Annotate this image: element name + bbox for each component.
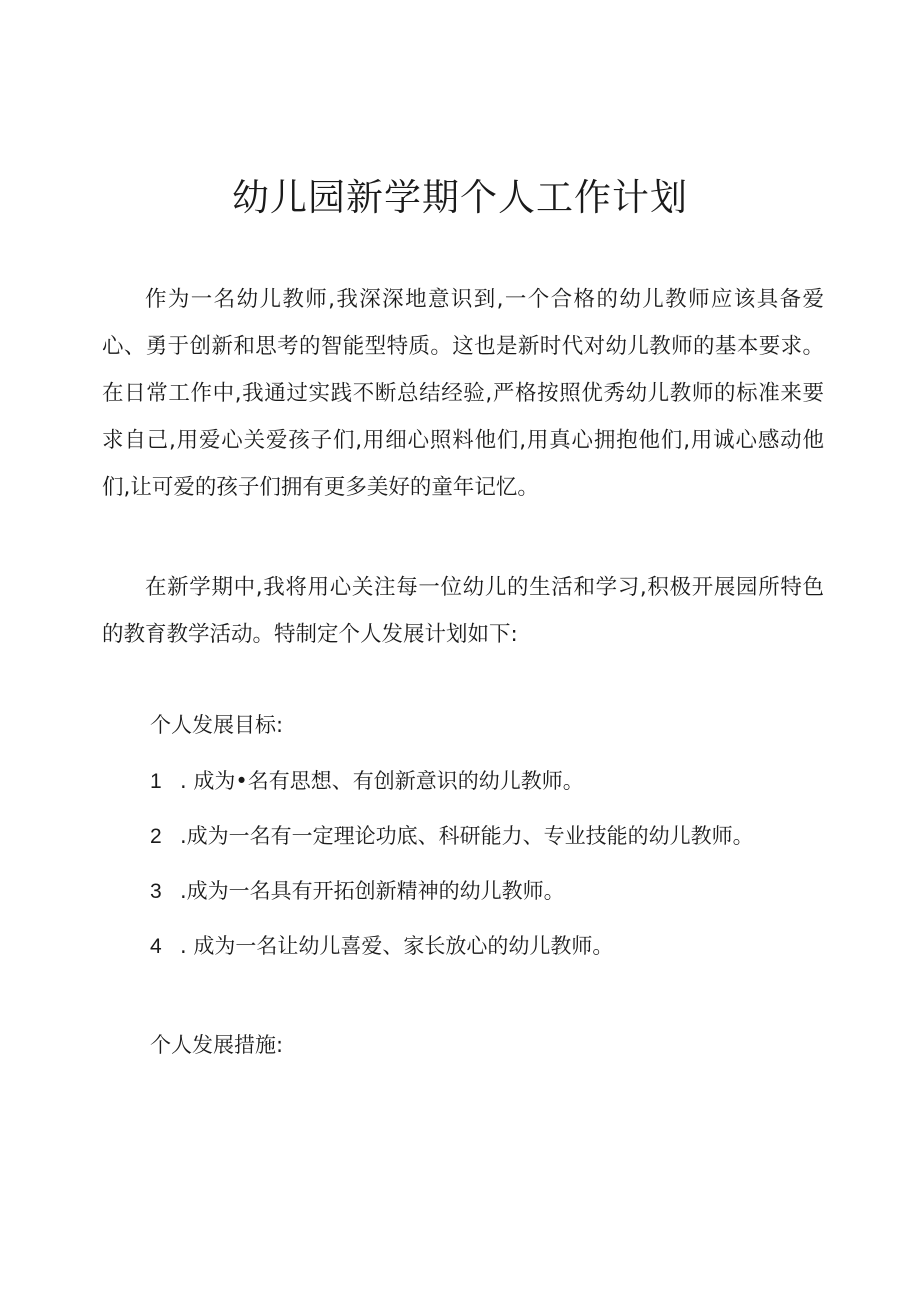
measures-heading: 个人发展措施: (150, 1033, 284, 1057)
goals-heading: 个人发展目标: (150, 713, 284, 737)
intro-paragraph: 作为一名幼儿教师,我深深地意识到,一个合格的幼儿教师应该具备爱心、勇于创新和思考的智能型特质。这也是新时代对幼儿教师的基本要求。在日常工作中,我通过实践不断总结经验,严格按照优秀幼儿教师的标准来要求自己,用爱心关爱孩子们,用细心照料他们,用真心拥抱他们,用诚心感动他们,让可爱的孩子们拥有更多美好的童年记忆。 (102, 287, 824, 500)
plan-paragraph: 在新学期中,我将用心关注每一位幼儿的生活和学习,积极开展园所特色的教育教学活动。特制定个人发展计划如下: (102, 575, 824, 647)
goal-text: .成为一名具有开拓创新精神的幼儿教师。 (180, 879, 565, 903)
goal-item (150, 931, 613, 962)
goal-text: . 成为•名有思想、有创新意识的幼儿教师。 (180, 769, 584, 793)
goal-text: . 成为一名让幼儿喜爱、家长放心的幼儿教师。 (180, 934, 614, 958)
goal-number: 3 (150, 880, 162, 903)
goal-number: 4 (150, 935, 162, 958)
goal-number: 1 (150, 770, 162, 793)
goal-number: 2 (150, 825, 162, 848)
goal-item (150, 876, 565, 907)
goal-item (150, 766, 584, 797)
document-title: 幼儿园新学期个人工作计划 (232, 176, 688, 219)
goal-item (150, 821, 754, 852)
goal-text: .成为一名有一定理论功底、科研能力、专业技能的幼儿教师。 (180, 824, 754, 848)
